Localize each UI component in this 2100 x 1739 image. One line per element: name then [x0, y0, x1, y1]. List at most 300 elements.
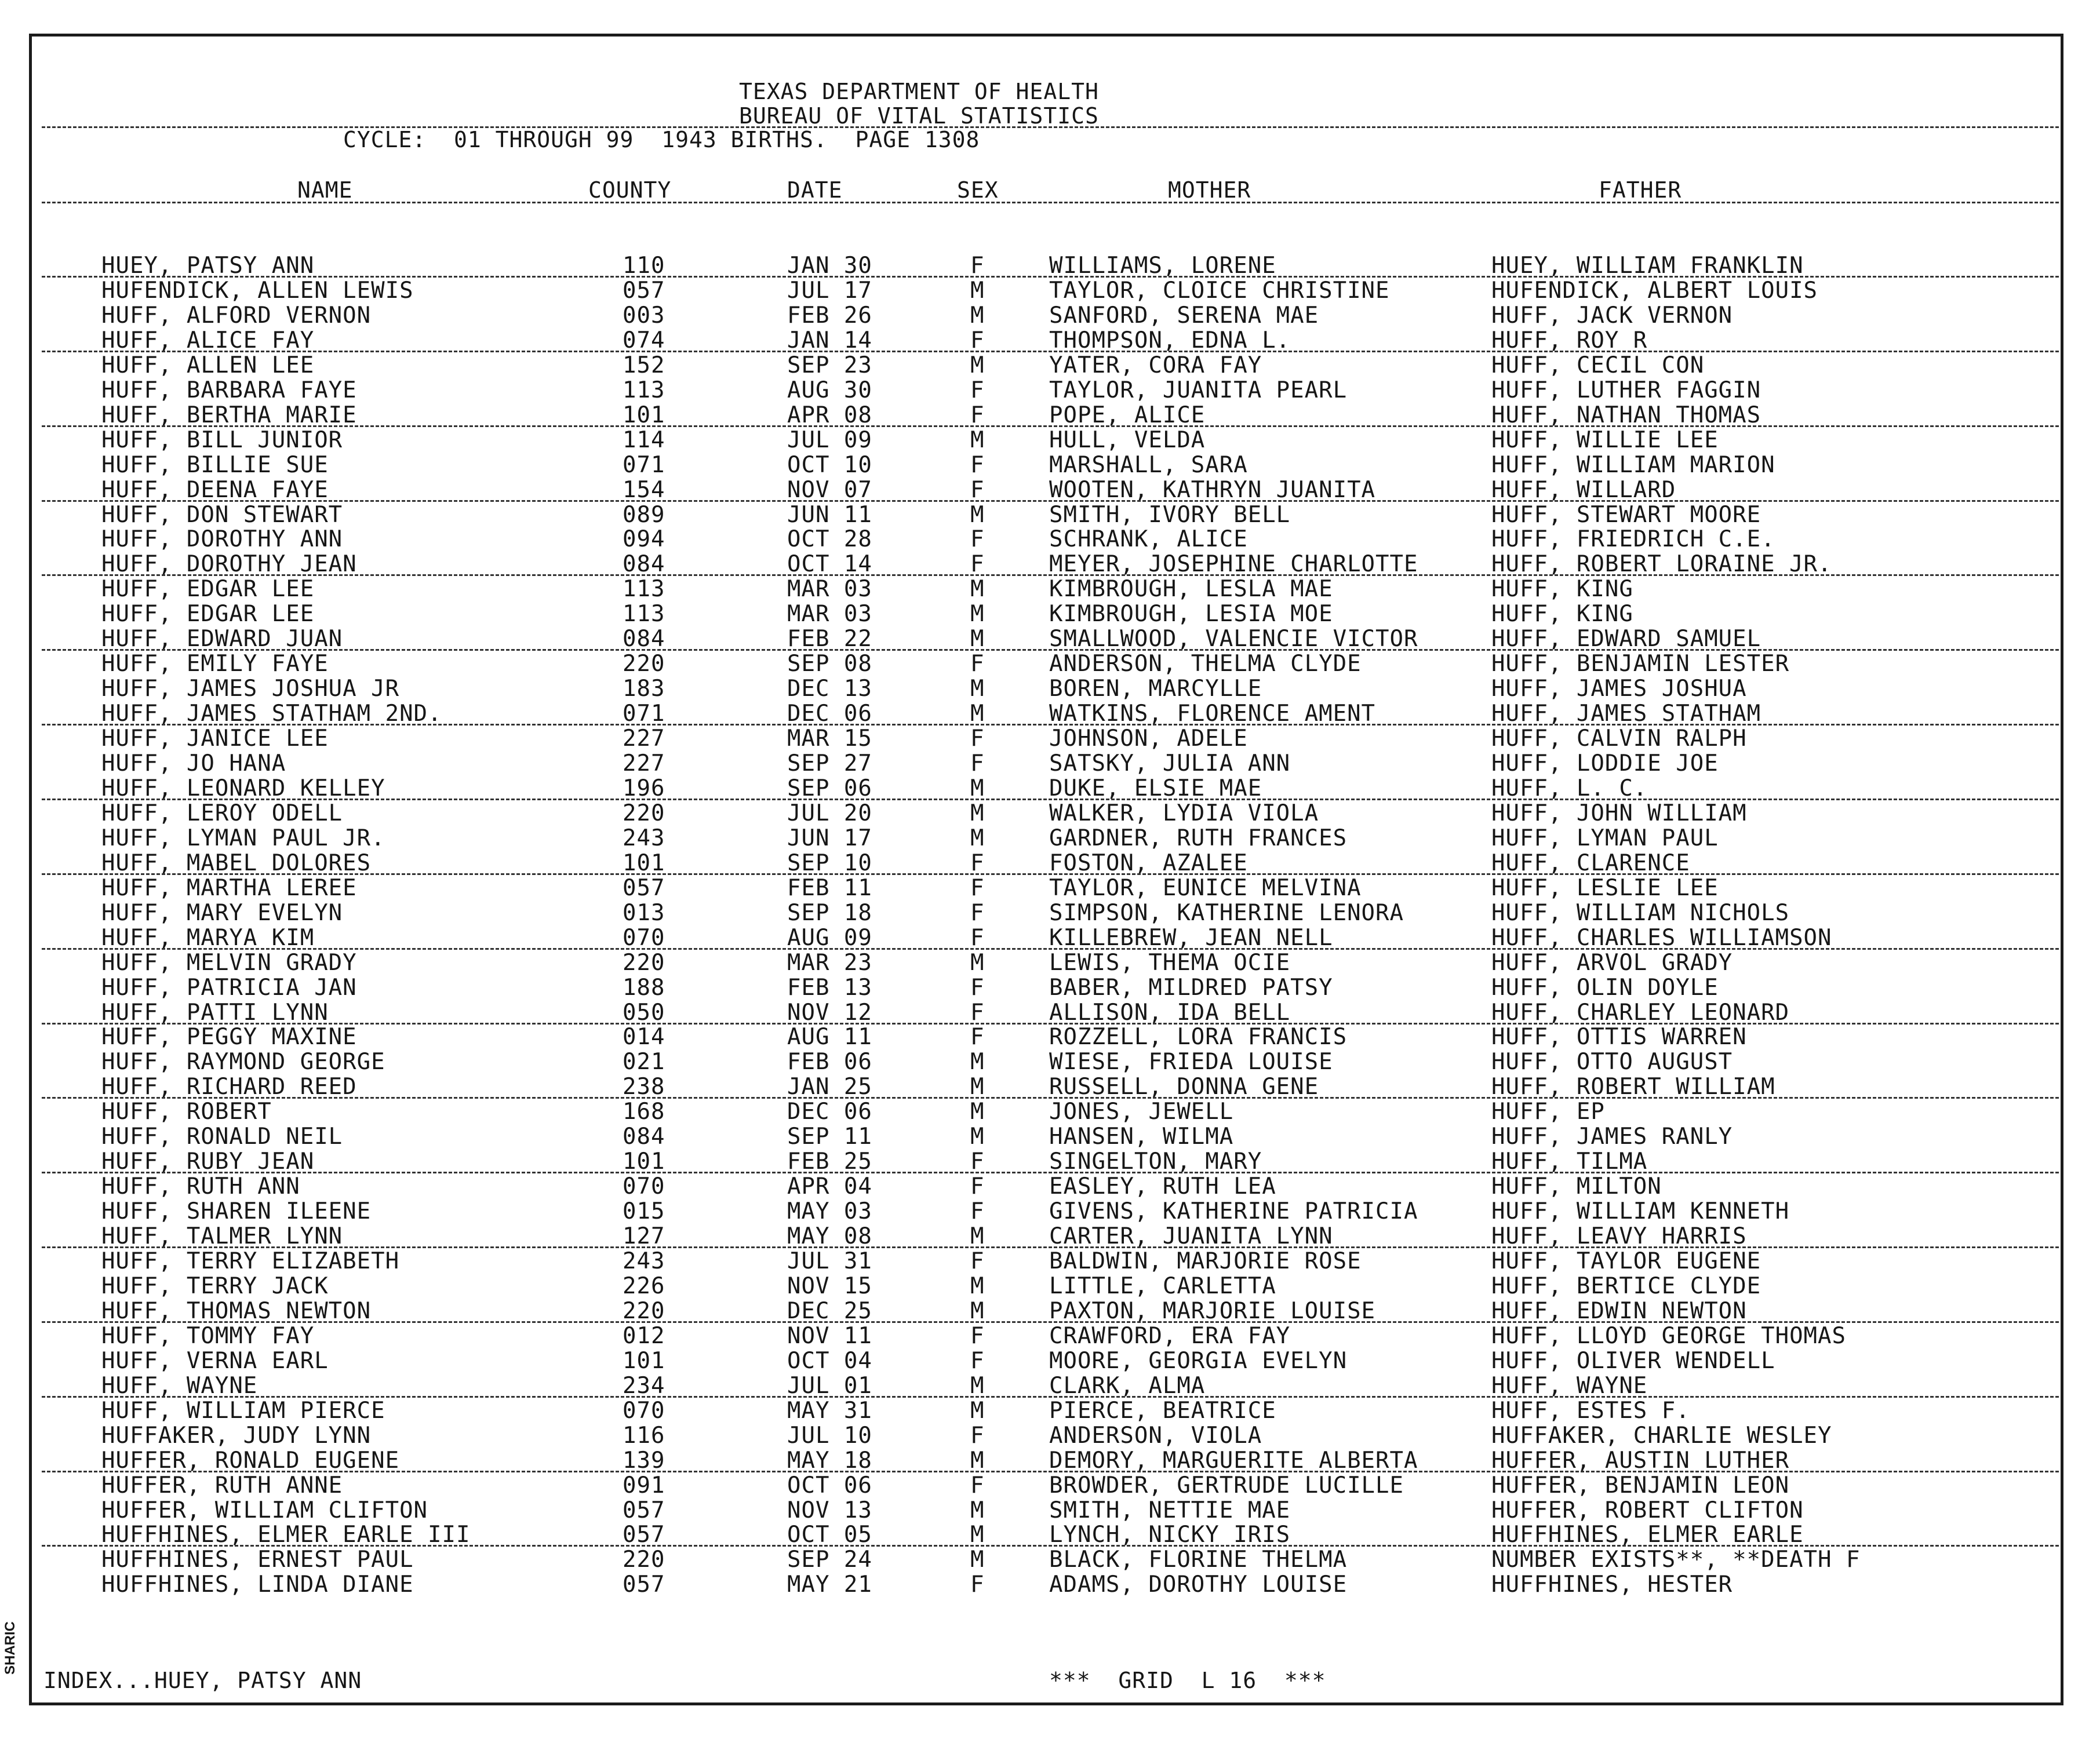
cell-name: HUFFAKER, JUDY LYNN [101, 1423, 372, 1449]
cell-name: HUFF, EDWARD JUAN [101, 626, 343, 652]
cell-name: HUFF, RAYMOND GEORGE [101, 1049, 385, 1075]
cell-sex: M [970, 775, 985, 801]
cell-name: HUFF, BILL JUNIOR [101, 427, 343, 453]
cell-mother: MARSHALL, SARA [1049, 452, 1248, 478]
cell-date: MAR 03 [787, 601, 872, 627]
cell-father: HUFF, FRIEDRICH C.E. [1491, 526, 1775, 552]
cell-father: HUFF, EP [1491, 1099, 1605, 1125]
cell-father: HUFF, WAYNE [1491, 1373, 1648, 1399]
cell-county: 089 [623, 502, 665, 528]
cell-date: FEB 22 [787, 626, 872, 652]
table-row [0, 1274, 2100, 1299]
cell-sex: F [970, 327, 985, 353]
cell-sex: F [970, 1000, 985, 1026]
table-row [0, 1498, 2100, 1523]
table-row [0, 403, 2100, 428]
table-row [0, 1025, 2100, 1049]
cell-date: AUG 30 [787, 377, 872, 403]
cell-mother: SANFORD, SERENA MAE [1049, 302, 1319, 329]
cell-county: 057 [623, 1522, 665, 1548]
cell-mother: TAYLOR, JUANITA PEARL [1049, 377, 1348, 403]
cell-father: HUFF, KING [1491, 576, 1633, 602]
cell-father: HUFF, OTTIS WARREN [1491, 1024, 1747, 1050]
cell-county: 220 [623, 950, 665, 976]
cell-mother: ALLISON, IDA BELL [1049, 1000, 1291, 1026]
cell-sex: M [970, 1497, 985, 1523]
cell-name: HUFF, RUTH ANN [101, 1173, 300, 1200]
cell-date: JUL 31 [787, 1248, 872, 1274]
cell-sex: F [970, 900, 985, 926]
cell-county: 127 [623, 1223, 665, 1249]
cell-father: HUFF, OTTO AUGUST [1491, 1049, 1733, 1075]
cell-father: HUFF, WILLIAM NICHOLS [1491, 900, 1790, 926]
cell-mother: WIESE, FRIEDA LOUISE [1049, 1049, 1333, 1075]
cell-sex: F [970, 377, 985, 403]
cell-date: SEP 23 [787, 352, 872, 378]
cell-name: HUFF, TERRY ELIZABETH [101, 1248, 400, 1274]
cell-father: NUMBER EXISTS**, **DEATH F [1491, 1547, 1861, 1573]
cell-sex: F [970, 1472, 985, 1499]
cell-sex: F [970, 1198, 985, 1224]
table-row [0, 1547, 2100, 1572]
cell-sex: M [970, 1398, 985, 1424]
table-row [0, 1149, 2100, 1174]
table-row [0, 428, 2100, 453]
table-row [0, 1174, 2100, 1199]
cell-mother: ANDERSON, THELMA CLYDE [1049, 651, 1362, 677]
cell-county: 074 [623, 327, 665, 353]
cell-date: MAR 15 [787, 726, 872, 752]
cell-father: HUFF, CECIL CON [1491, 352, 1705, 378]
cell-sex: F [970, 875, 985, 901]
cell-sex: F [970, 526, 985, 552]
cell-mother: JONES, JEWELL [1049, 1099, 1234, 1125]
cell-name: HUFF, RONALD NEIL [101, 1124, 343, 1150]
cell-name: HUFF, JANICE LEE [101, 726, 329, 752]
cell-date: JUL 01 [787, 1373, 872, 1399]
cell-mother: TAYLOR, EUNICE MELVINA [1049, 875, 1362, 901]
cell-mother: KIMBROUGH, LESIA MOE [1049, 601, 1333, 627]
table-row [0, 502, 2100, 527]
table-row [0, 1124, 2100, 1149]
cell-mother: SMALLWOOD, VALENCIE VICTOR [1049, 626, 1418, 652]
cell-date: NOV 12 [787, 1000, 872, 1026]
side-stamp: SHARIC [2, 1621, 18, 1675]
table-row [0, 1398, 2100, 1423]
cell-county: 188 [623, 975, 665, 1001]
cell-date: JUN 17 [787, 825, 872, 851]
cell-name: HUFF, DON STEWART [101, 502, 343, 528]
column-header-name: NAME [297, 177, 353, 203]
cell-father: HUFF, LESLIE LEE [1491, 875, 1719, 901]
cell-date: SEP 24 [787, 1547, 872, 1573]
cell-mother: RUSSELL, DONNA GENE [1049, 1074, 1319, 1100]
cell-father: HUFF, OLIVER WENDELL [1491, 1348, 1775, 1374]
cell-father: HUFF, WILLIAM MARION [1491, 452, 1775, 478]
cell-father: HUFF, TILMA [1491, 1149, 1648, 1175]
cell-father: HUFF, L. C. [1491, 775, 1648, 801]
cell-mother: PAXTON, MARJORIE LOUISE [1049, 1298, 1376, 1324]
cell-mother: JOHNSON, ADELE [1049, 726, 1248, 752]
cell-father: HUFF, ROBERT WILLIAM [1491, 1074, 1775, 1100]
column-header-rule [42, 202, 2059, 203]
table-row [0, 1199, 2100, 1224]
cell-county: 084 [623, 626, 665, 652]
cell-mother: BROWDER, GERTRUDE LUCILLE [1049, 1472, 1404, 1499]
cell-date: SEP 27 [787, 750, 872, 776]
cell-father: HUFF, BENJAMIN LESTER [1491, 651, 1790, 677]
cell-father: HUFFER, BENJAMIN LEON [1491, 1472, 1790, 1499]
cell-sex: F [970, 1248, 985, 1274]
cell-date: JAN 30 [787, 253, 872, 279]
cell-mother: YATER, CORA FAY [1049, 352, 1262, 378]
column-header-mother: MOTHER [1168, 177, 1251, 203]
cell-name: HUFF, JAMES STATHAM 2ND. [101, 701, 442, 727]
cell-county: 234 [623, 1373, 665, 1399]
cell-father: HUFF, CLARENCE [1491, 850, 1690, 876]
cell-father: HUFF, LEAVY HARRIS [1491, 1223, 1747, 1249]
cell-mother: SCHRANK, ALICE [1049, 526, 1248, 552]
cell-date: NOV 11 [787, 1323, 872, 1349]
cell-father: HUFF, KING [1491, 601, 1633, 627]
department-title: TEXAS DEPARTMENT OF HEALTH [739, 79, 1099, 104]
cell-county: 114 [623, 427, 665, 453]
cell-date: OCT 04 [787, 1348, 872, 1374]
cell-county: 021 [623, 1049, 665, 1075]
table-row [0, 477, 2100, 502]
cell-father: HUFF, LYMAN PAUL [1491, 825, 1719, 851]
cell-sex: M [970, 1049, 985, 1075]
cell-name: HUEY, PATSY ANN [101, 253, 315, 279]
column-header-sex: SEX [957, 177, 999, 203]
cell-sex: M [970, 1099, 985, 1125]
cell-sex: M [970, 676, 985, 702]
cell-name: HUFFHINES, ELMER EARLE III [101, 1522, 471, 1548]
cell-date: SEP 08 [787, 651, 872, 677]
cell-name: HUFF, DEENA FAYE [101, 477, 329, 503]
cell-father: HUFF, TAYLOR EUGENE [1491, 1248, 1761, 1274]
cell-county: 015 [623, 1198, 665, 1224]
cell-sex: F [970, 477, 985, 503]
cell-mother: SATSKY, JULIA ANN [1049, 750, 1291, 776]
table-row [0, 278, 2100, 303]
index-label: INDEX...HUEY, PATSY ANN [43, 1668, 362, 1693]
cell-sex: M [970, 825, 985, 851]
table-row [0, 1324, 2100, 1348]
cell-date: MAY 08 [787, 1223, 872, 1249]
cell-sex: M [970, 1273, 985, 1299]
cell-mother: THOMPSON, EDNA L. [1049, 327, 1291, 353]
column-header-county: COUNTY [588, 177, 672, 203]
bureau-title: BUREAU OF VITAL STATISTICS [739, 103, 1099, 129]
cell-name: HUFF, PATTI LYNN [101, 1000, 329, 1026]
cell-county: 220 [623, 651, 665, 677]
cell-county: 113 [623, 601, 665, 627]
cell-county: 227 [623, 750, 665, 776]
cell-county: 168 [623, 1099, 665, 1125]
cell-name: HUFF, PATRICIA JAN [101, 975, 357, 1001]
table-row [0, 1224, 2100, 1249]
cell-county: 220 [623, 1547, 665, 1573]
cell-name: HUFF, THOMAS NEWTON [101, 1298, 372, 1324]
cell-county: 154 [623, 477, 665, 503]
cell-sex: F [970, 1024, 985, 1050]
cell-sex: M [970, 278, 985, 304]
cell-county: 227 [623, 726, 665, 752]
cell-father: HUFF, LODDIE JOE [1491, 750, 1719, 776]
cell-mother: MOORE, GEORGIA EVELYN [1049, 1348, 1348, 1374]
cell-date: NOV 15 [787, 1273, 872, 1299]
cell-father: HUFF, ROBERT LORAINE JR. [1491, 551, 1832, 577]
table-row [0, 901, 2100, 925]
cell-sex: M [970, 502, 985, 528]
cell-sex: F [970, 1149, 985, 1175]
table-row [0, 925, 2100, 950]
cell-county: 226 [623, 1273, 665, 1299]
cell-county: 071 [623, 452, 665, 478]
cell-father: HUFF, EDWIN NEWTON [1491, 1298, 1747, 1324]
cell-father: HUFF, JAMES STATHAM [1491, 701, 1761, 727]
table-row [0, 651, 2100, 676]
cell-date: JAN 14 [787, 327, 872, 353]
cell-sex: M [970, 1223, 985, 1249]
cell-date: FEB 25 [787, 1149, 872, 1175]
cell-father: HUFF, ROY R [1491, 327, 1648, 353]
cell-county: 101 [623, 850, 665, 876]
cell-date: MAY 03 [787, 1198, 872, 1224]
cell-date: NOV 13 [787, 1497, 872, 1523]
cell-county: 183 [623, 676, 665, 702]
table-row [0, 1373, 2100, 1398]
cell-county: 238 [623, 1074, 665, 1100]
cell-county: 070 [623, 1173, 665, 1200]
cell-name: HUFFHINES, ERNEST PAUL [101, 1547, 414, 1573]
cell-name: HUFENDICK, ALLEN LEWIS [101, 278, 414, 304]
cell-county: 084 [623, 551, 665, 577]
cell-sex: F [970, 1423, 985, 1449]
cell-father: HUFFAKER, CHARLIE WESLEY [1491, 1423, 1832, 1449]
cell-county: 243 [623, 825, 665, 851]
cell-date: JUL 20 [787, 800, 872, 826]
cell-sex: M [970, 1124, 985, 1150]
cell-father: HUFF, ESTES F. [1491, 1398, 1690, 1424]
cell-county: 057 [623, 1572, 665, 1598]
cell-mother: SMITH, NETTIE MAE [1049, 1497, 1291, 1523]
cell-date: OCT 05 [787, 1522, 872, 1548]
table-row [0, 1423, 2100, 1448]
cell-date: SEP 06 [787, 775, 872, 801]
cell-name: HUFF, LEROY ODELL [101, 800, 343, 826]
cell-mother: CRAWFORD, ERA FAY [1049, 1323, 1291, 1349]
cell-date: NOV 07 [787, 477, 872, 503]
cell-sex: M [970, 1373, 985, 1399]
cell-mother: BOREN, MARCYLLE [1049, 676, 1262, 702]
cell-name: HUFF, MARY EVELYN [101, 900, 343, 926]
cell-county: 101 [623, 402, 665, 428]
cell-county: 152 [623, 352, 665, 378]
cell-mother: GIVENS, KATHERINE PATRICIA [1049, 1198, 1418, 1224]
column-header-date: DATE [787, 177, 843, 203]
cell-name: HUFF, JAMES JOSHUA JR [101, 676, 400, 702]
cell-mother: CLARK, ALMA [1049, 1373, 1206, 1399]
cell-sex: F [970, 651, 985, 677]
cell-mother: SMITH, IVORY BELL [1049, 502, 1291, 528]
cell-date: MAY 31 [787, 1398, 872, 1424]
cell-sex: M [970, 950, 985, 976]
cell-father: HUFF, JOHN WILLIAM [1491, 800, 1747, 826]
cell-father: HUFF, LLOYD GEORGE THOMAS [1491, 1323, 1846, 1349]
table-row [0, 826, 2100, 851]
cell-date: DEC 06 [787, 701, 872, 727]
cell-mother: BABER, MILDRED PATSY [1049, 975, 1333, 1001]
cell-father: HUFFER, ROBERT CLIFTON [1491, 1497, 1804, 1523]
cell-mother: ROZZELL, LORA FRANCIS [1049, 1024, 1348, 1050]
cell-mother: CARTER, JUANITA LYNN [1049, 1223, 1333, 1249]
cell-father: HUFENDICK, ALBERT LOUIS [1491, 278, 1818, 304]
table-row [0, 1074, 2100, 1099]
cell-mother: LYNCH, NICKY IRIS [1049, 1522, 1291, 1548]
cell-name: HUFF, ALICE FAY [101, 327, 315, 353]
cell-name: HUFF, EDGAR LEE [101, 601, 315, 627]
cell-date: DEC 13 [787, 676, 872, 702]
cell-county: 139 [623, 1448, 665, 1474]
cell-county: 071 [623, 701, 665, 727]
table-row [0, 975, 2100, 1000]
cell-mother: LEWIS, THEMA OCIE [1049, 950, 1291, 976]
cell-sex: F [970, 750, 985, 776]
cell-sex: M [970, 1522, 985, 1548]
table-row [0, 378, 2100, 403]
cell-sex: F [970, 925, 985, 951]
cell-sex: M [970, 576, 985, 602]
cell-name: HUFF, RICHARD REED [101, 1074, 357, 1100]
cell-sex: F [970, 452, 985, 478]
cell-county: 050 [623, 1000, 665, 1026]
cell-name: HUFF, MARTHA LEREE [101, 875, 357, 901]
cell-county: 057 [623, 278, 665, 304]
table-row [0, 676, 2100, 701]
cell-sex: F [970, 1173, 985, 1200]
cell-name: HUFF, ROBERT [101, 1099, 272, 1125]
cell-mother: WILLIAMS, LORENE [1049, 253, 1276, 279]
cell-mother: EASLEY, RUTH LEA [1049, 1173, 1276, 1200]
cell-name: HUFF, EDGAR LEE [101, 576, 315, 602]
cell-county: 243 [623, 1248, 665, 1274]
cell-sex: F [970, 1572, 985, 1598]
cell-name: HUFF, JO HANA [101, 750, 286, 776]
cell-sex: M [970, 800, 985, 826]
cell-father: HUFF, CALVIN RALPH [1491, 726, 1747, 752]
cell-date: MAR 03 [787, 576, 872, 602]
cell-name: HUFF, MELVIN GRADY [101, 950, 357, 976]
grid-label: *** GRID L 16 *** [1049, 1668, 1326, 1693]
cell-date: JUL 09 [787, 427, 872, 453]
table-row [0, 1473, 2100, 1498]
cell-date: JUN 11 [787, 502, 872, 528]
table-row [0, 1348, 2100, 1373]
cell-county: 101 [623, 1348, 665, 1374]
cell-county: 012 [623, 1323, 665, 1349]
cell-mother: HANSEN, WILMA [1049, 1124, 1234, 1150]
cell-father: HUFF, JAMES JOSHUA [1491, 676, 1747, 702]
cell-mother: SIMPSON, KATHERINE LENORA [1049, 900, 1404, 926]
cell-date: AUG 09 [787, 925, 872, 951]
table-row [0, 328, 2100, 353]
table-row [0, 701, 2100, 726]
table-row [0, 1448, 2100, 1473]
table-row [0, 950, 2100, 975]
cell-mother: BALDWIN, MARJORIE ROSE [1049, 1248, 1362, 1274]
cell-county: 220 [623, 800, 665, 826]
cell-date: APR 08 [787, 402, 872, 428]
cell-date: JUL 17 [787, 278, 872, 304]
cell-father: HUFF, OLIN DOYLE [1491, 975, 1719, 1001]
cell-name: HUFF, SHAREN ILEENE [101, 1198, 372, 1224]
cell-county: 084 [623, 1124, 665, 1150]
cell-father: HUFF, CHARLEY LEONARD [1491, 1000, 1790, 1026]
cell-date: JUL 10 [787, 1423, 872, 1449]
cell-name: HUFF, ALLEN LEE [101, 352, 315, 378]
cell-sex: M [970, 352, 985, 378]
cell-date: OCT 10 [787, 452, 872, 478]
cell-father: HUFF, BERTICE CLYDE [1491, 1273, 1761, 1299]
cell-sex: F [970, 975, 985, 1001]
cell-date: SEP 11 [787, 1124, 872, 1150]
cell-name: HUFFER, RUTH ANNE [101, 1472, 343, 1499]
cell-name: HUFF, TALMER LYNN [101, 1223, 343, 1249]
cell-date: SEP 10 [787, 850, 872, 876]
cell-sex: M [970, 1298, 985, 1324]
cell-date: FEB 11 [787, 875, 872, 901]
cell-sex: F [970, 402, 985, 428]
cell-name: HUFF, TOMMY FAY [101, 1323, 315, 1349]
cell-date: FEB 06 [787, 1049, 872, 1075]
cell-mother: PIERCE, BEATRICE [1049, 1398, 1276, 1424]
cell-mother: DEMORY, MARGUERITE ALBERTA [1049, 1448, 1418, 1474]
cell-county: 220 [623, 1298, 665, 1324]
table-row [0, 253, 2100, 278]
cell-father: HUFF, ARVOL GRADY [1491, 950, 1733, 976]
cell-county: 070 [623, 925, 665, 951]
cell-mother: HULL, VELDA [1049, 427, 1206, 453]
cell-county: 113 [623, 377, 665, 403]
cell-mother: FOSTON, AZALEE [1049, 850, 1248, 876]
cell-sex: M [970, 427, 985, 453]
cell-father: HUFF, WILLIAM KENNETH [1491, 1198, 1790, 1224]
cell-mother: WALKER, LYDIA VIOLA [1049, 800, 1319, 826]
table-row [0, 1299, 2100, 1324]
cell-county: 113 [623, 576, 665, 602]
table-row [0, 577, 2100, 601]
table-row [0, 1000, 2100, 1025]
table-row [0, 527, 2100, 552]
cell-father: HUFF, EDWARD SAMUEL [1491, 626, 1761, 652]
table-row [0, 801, 2100, 826]
cell-name: HUFF, MARYA KIM [101, 925, 315, 951]
cell-name: HUFF, EMILY FAYE [101, 651, 329, 677]
cycle-line: CYCLE: 01 THROUGH 99 1943 BIRTHS. PAGE 1308 [343, 127, 980, 152]
cell-sex: F [970, 726, 985, 752]
cell-sex: M [970, 601, 985, 627]
table-row [0, 751, 2100, 776]
cell-mother: GARDNER, RUTH FRANCES [1049, 825, 1348, 851]
cell-mother: ANDERSON, VIOLA [1049, 1423, 1262, 1449]
cell-date: JAN 25 [787, 1074, 872, 1100]
cell-sex: F [970, 1348, 985, 1374]
cell-date: FEB 26 [787, 302, 872, 329]
cell-father: HUFF, WILLARD [1491, 477, 1676, 503]
cell-father: HUFF, JACK VERNON [1491, 302, 1733, 329]
